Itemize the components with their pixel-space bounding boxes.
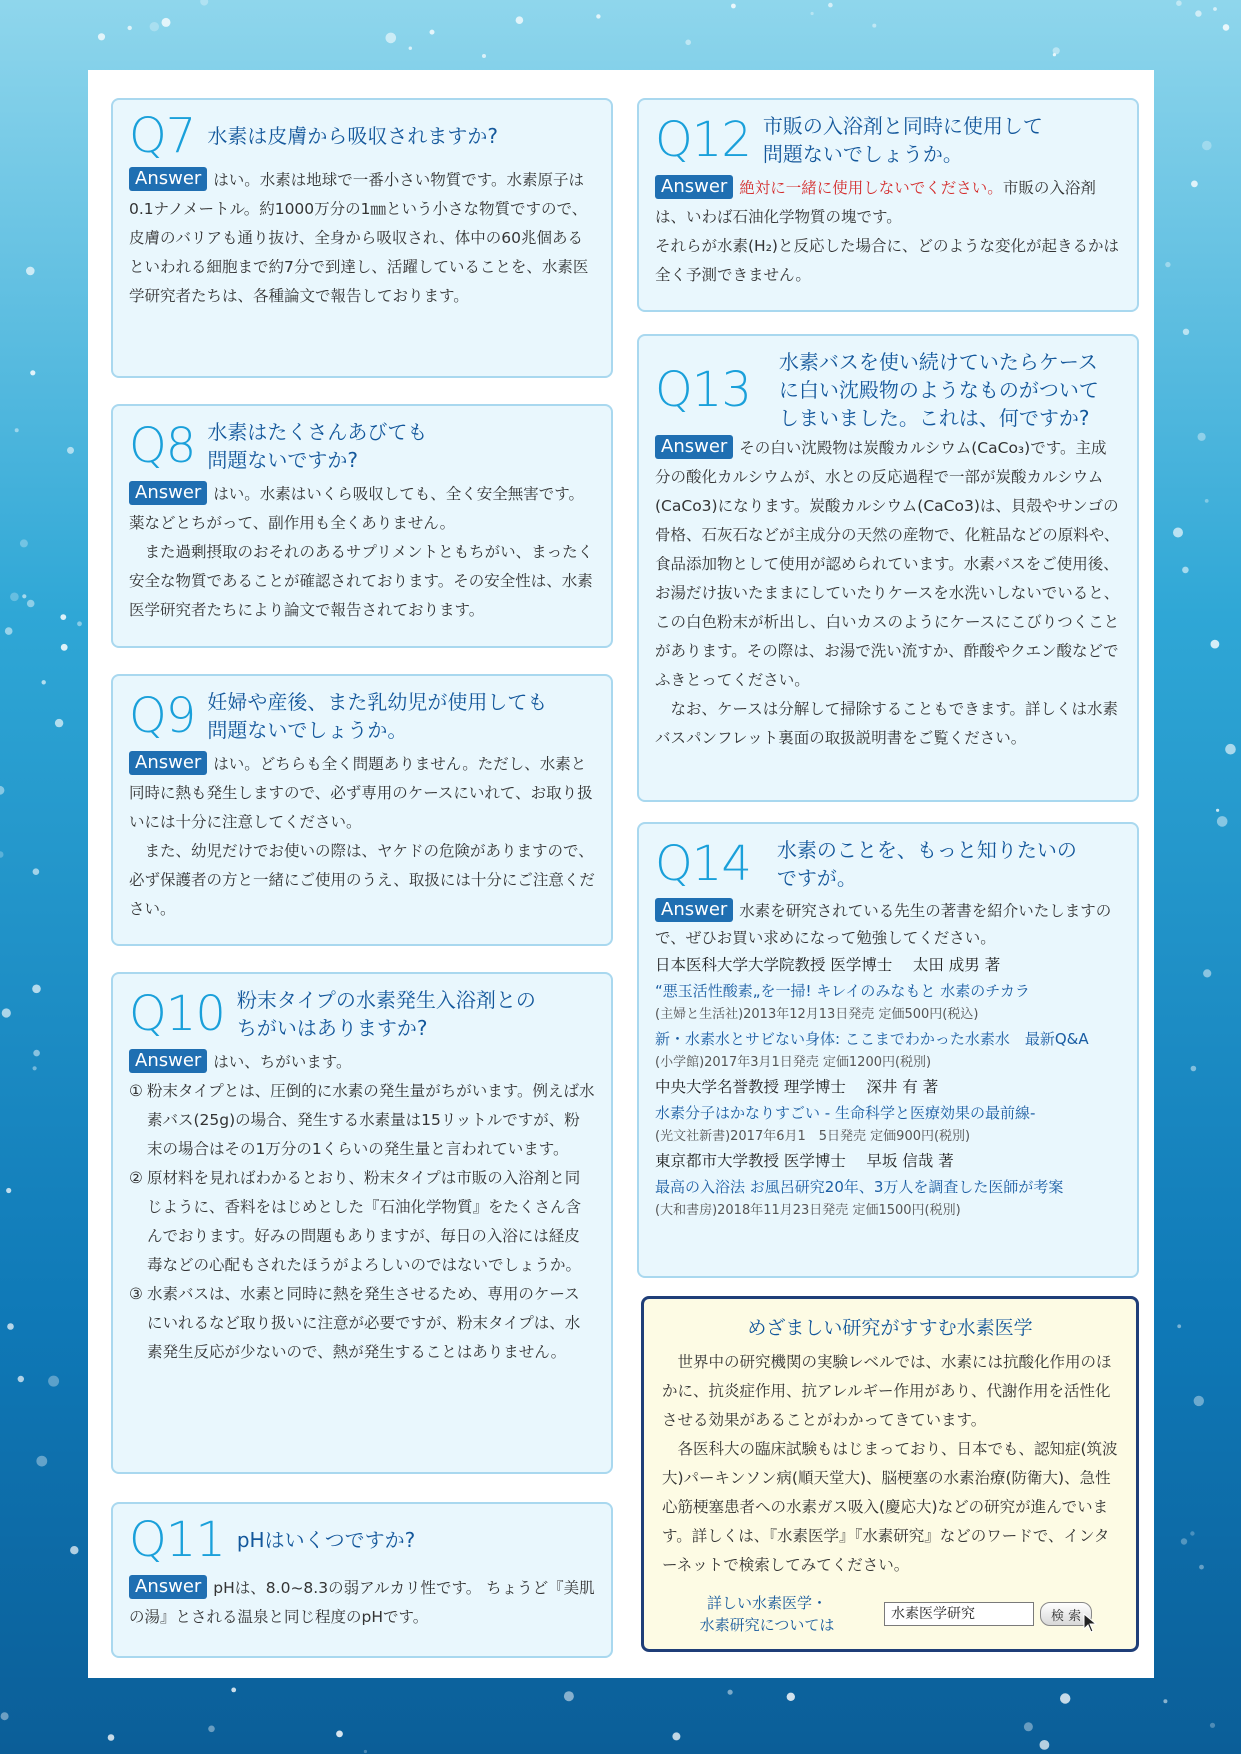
bubble: [128, 26, 132, 30]
q10-title: [237, 986, 536, 1042]
list-marker: ③: [129, 1285, 143, 1303]
q12-box: [637, 98, 1139, 312]
bubble: [1183, 329, 1189, 335]
research-p2: 各医科大の臨床試験もはじまっており、日本でも、認知症(筑波大)パーキンソン病(順天堂大)、脳梗塞の水素治療(防衛大)、急性心筋梗塞患者への水素ガス吸入(慶応大)などの研究が進んでいます。詳しくは、『水素医学』『水素研究』などのワードで、インターネットで検索してみてください。: [662, 1440, 1118, 1574]
q12-answer-body1: 市販の入浴剤は、いわば石油化学物質の塊です。: [655, 179, 1096, 226]
q10-title-line1: 粉末タイプの水素発生入浴剤との: [236, 988, 536, 1012]
bubble: [150, 22, 159, 31]
book-title: 最高の入浴法 お風呂研究20年、3万人を調査した医師が考案: [655, 1178, 1064, 1196]
q13-answer-p1: その白い沈殿物は炭酸カルシウム(CaCo₃)です。主成分の酸化カルシウムが、水との反応過程で一部が炭酸カルシウム(CaCo3)になります。炭酸カルシウム(CaCo3)は、貝殻やサンゴの骨格、石灰石などが主成分の天然の産物で、化粧品などの原料や、食品添加物として使用が認められています。水素バスをご使用後、お湯だけ抜いたままにしていたりケースを水洗いしないでいると、この白色粉末が析出し、白いカスのようにケースにこびりつくことがあります。その際は、お湯で洗い流すか、酢酸やクエン酸などでふきとってください。: [655, 439, 1120, 689]
q13-header: [655, 348, 1121, 432]
q8-title-line1: 水素はたくさんあびても: [207, 420, 428, 444]
bubble: [98, 33, 105, 40]
list-item-text: 粉末タイプとは、圧倒的に水素の発生量がちがいます。例えば水素バス(25g)の場合、発生する水素量は15リットルですが、粉末の場合はその1万分の1くらいの発生量と言われています。: [147, 1082, 595, 1158]
bubble: [811, 12, 814, 15]
bubble: [231, 1688, 236, 1693]
q11-answer: [129, 1574, 595, 1632]
q8-title: [207, 418, 427, 474]
q13-answer: [655, 434, 1121, 753]
q12-answer-body2: それらが水素(H₂)と反応した場合に、どのような変化が起きるかは全く予測できません。: [655, 237, 1119, 284]
bubble: [685, 40, 691, 46]
search-button-label: 検 索: [1051, 1608, 1082, 1624]
q9-number: Q9: [129, 688, 196, 744]
bubble: [672, 1732, 680, 1740]
bubble: [364, 1750, 367, 1753]
answer-badge: Answer: [129, 167, 207, 191]
bubble: [26, 267, 35, 276]
q9-title-line2: 問題ないでしょうか。: [207, 718, 408, 742]
book-author: 日本医科大学大学院教授 医学博士 太田 成男 著: [655, 956, 1001, 974]
q7-title: 水素は皮膚から吸収されますか?: [207, 124, 498, 148]
list-item-text: 水素バスは、水素と同時に熱を発生させるため、専用のケースにいれるなど取り扱いに注意が必要ですが、粉末タイプは、水素発生反応が少ないので、熱が発生することはありません。: [147, 1285, 581, 1361]
answer-badge: Answer: [129, 1049, 207, 1073]
bubble: [1194, 1396, 1204, 1406]
q13-title: [779, 348, 1099, 432]
q9-title-line1: 妊婦や産後、また乳幼児が使用しても: [207, 690, 548, 714]
bubble: [1211, 640, 1220, 649]
bubble: [67, 447, 74, 454]
book-author: 中央大学名誉教授 理学博士 深井 有 著: [655, 1078, 939, 1096]
q7-header: [129, 108, 595, 164]
bubble: [27, 600, 35, 608]
bubble: [61, 644, 68, 651]
bubble: [200, 0, 208, 6]
bubble: [1176, 0, 1182, 6]
q11-answer-text: pHは、8.0~8.3の弱アルカリ性です。 ちょうど『美肌の湯』とされる温泉と同じ程度のpHです。: [129, 1579, 595, 1626]
q10-header: [129, 986, 595, 1042]
bubble: [36, 1456, 47, 1467]
q11-title: pHはいくつですか?: [236, 1528, 416, 1552]
bubble: [1181, 1538, 1187, 1544]
q14-answer-intro: 水素を研究されている先生の著書を紹介いたしますので、ぜひお買い求めになって勉強してください。: [655, 902, 1112, 947]
q14-title-line2: ですが。: [776, 866, 857, 890]
bubble: [77, 621, 82, 626]
q13-title-line1: 水素バスを使い続けていたらケース: [778, 350, 1098, 374]
bubble: [1205, 499, 1209, 503]
bubble: [828, 3, 833, 8]
q8-answer-p1: はい。水素はいくら吸収しても、全く安全無害です。薬などとちがって、副作用も全くありません。: [129, 485, 585, 532]
bubble: [48, 1376, 59, 1387]
q13-number: Q13: [655, 362, 751, 418]
book-list: [655, 952, 1121, 1222]
bubble: [33, 1066, 37, 1070]
bubble: [5, 627, 13, 635]
book-meta: (大和書房)2018年11月23日発売 定価1500円(税別): [655, 1203, 961, 1218]
search-row: [662, 1592, 1118, 1636]
bubble: [1213, 7, 1217, 11]
bubble: [409, 47, 412, 50]
q13-box: [637, 334, 1139, 802]
q12-number: Q12: [655, 112, 751, 168]
q9-answer-p2: また、幼児だけでお使いの際は、ヤケドの危険がありますので、必ず保護者の方と一緒にご使用のうえ、取扱には十分にご注意ください。: [129, 842, 595, 918]
bubble: [0, 786, 4, 795]
q9-box: [111, 674, 613, 946]
list-item: [129, 1077, 595, 1164]
bubble: [1202, 141, 1212, 151]
q7-answer-text: はい。水素は地球で一番小さい物質です。水素原子は0.1ナノメートル。約1000万分の1㎜という小さな物質ですので、皮膚のバリアも通り抜け、全身から吸収され、体中の60兆個あるといわれる細胞まで約7分で到達し、活躍していることを、水素医学研究者たちは、各種論文で報告しております。: [129, 171, 589, 305]
bubble: [33, 868, 40, 875]
list-marker: ②: [129, 1169, 143, 1187]
search-label: [662, 1592, 872, 1636]
bubble: [1195, 10, 1201, 16]
cursor-icon: [1083, 1613, 1097, 1633]
bubble: [1163, 1699, 1167, 1703]
q8-title-line2: 問題ないですか?: [207, 448, 358, 472]
q9-title: [207, 688, 547, 744]
search-label-line1: 詳しい水素医学・: [706, 1594, 827, 1612]
book-title: “悪玉活性酸素„を一掃! キレイのみなもと 水素のチカラ: [655, 982, 1030, 1000]
q10-title-line2: ちがいはありますか?: [236, 1016, 428, 1040]
bubble: [1182, 567, 1189, 574]
q11-box: [111, 1502, 613, 1658]
bubble: [1177, 1324, 1181, 1328]
book-title: 水素分子はかなりすごい - 生命科学と医療効果の最前線-: [655, 1104, 1036, 1122]
bubble: [0, 851, 4, 858]
q14-answer: [655, 898, 1121, 952]
bubble: [20, 539, 28, 547]
q12-warning: 絶対に一緒に使用しないでください。: [739, 179, 1003, 197]
bubble: [55, 719, 63, 727]
q8-box: [111, 404, 613, 648]
search-button[interactable]: [1040, 1602, 1092, 1626]
q14-title-line1: 水素のことを、もっと知りたいの: [776, 838, 1077, 862]
research-box: [641, 1296, 1139, 1652]
q12-title-line1: 市販の入浴剤と同時に使用して: [762, 114, 1043, 138]
q8-answer: [129, 480, 595, 625]
bubble: [1040, 1740, 1050, 1750]
research-p1: 世界中の研究機関の実験レベルでは、水素には抗酸化作用のほかに、抗炎症作用、抗アレルギー作用があり、代謝作用を活性化させる効果があることがわかってきています。: [662, 1353, 1112, 1429]
bubble: [1225, 744, 1236, 755]
q11-header: [129, 1512, 595, 1568]
q12-title: [763, 112, 1043, 168]
answer-badge: Answer: [129, 481, 207, 505]
q10-box: [111, 972, 613, 1474]
bubble: [1210, 1723, 1215, 1728]
q9-header: [129, 688, 595, 744]
q8-answer-p2: また過剰摂取のおそれのあるサプリメントともちがい、まったく安全な物質であることが確認されております。その安全性は、水素医学研究者たちにより論文で報告されております。: [129, 543, 594, 619]
list-item-text: 原材料を見ればわかるとおり、粉末タイプは市販の入浴剤と同じように、香料をはじめとした『石油化学物質』をたくさん含んでおります。好みの問題もありますが、毎日の入浴には経皮毒などの心配もされたほうがよろしいのではないでしょうか。: [147, 1169, 582, 1274]
bubble: [162, 18, 171, 27]
bubble: [70, 1546, 78, 1554]
q7-box: [111, 98, 613, 378]
q7-number: Q7: [129, 108, 196, 164]
bubble: [1216, 809, 1219, 812]
book-title: 新・水素水とサビない身体: ここまでわかった水素水 最新Q&A: [655, 1030, 1089, 1048]
bubble: [22, 594, 26, 598]
q10-answer: [129, 1048, 595, 1367]
q9-answer-p1: はい。どちらも全く問題ありません。ただし、水素と同時に熱も発生しますので、必ず専用のケースにいれて、お取り扱いには十分に注意してください。: [129, 755, 593, 831]
list-item: [129, 1280, 595, 1367]
bubble: [1198, 433, 1206, 441]
q13-title-line3: しまいました。これは、何ですか?: [778, 406, 1090, 430]
q12-title-line2: 問題ないでしょうか。: [762, 142, 963, 166]
bubble: [430, 30, 435, 35]
book-meta: (主婦と生活社)2013年12月13日発売 定価500円(税込): [655, 1007, 979, 1022]
bubble: [108, 1734, 115, 1741]
bubble: [872, 24, 876, 28]
answer-badge: Answer: [129, 751, 207, 775]
bubble: [1190, 1531, 1194, 1535]
list-item: [129, 1164, 595, 1280]
bubble: [516, 16, 524, 24]
search-input[interactable]: 水素医学研究: [884, 1602, 1034, 1626]
bubble: [1060, 1693, 1070, 1703]
q12-header: [655, 112, 1121, 168]
bubble: [1223, 24, 1230, 31]
bubble: [386, 33, 397, 44]
research-title: めざましい研究がすすむ水素医学: [747, 1317, 1033, 1339]
bubble: [596, 14, 600, 18]
bubble: [2, 1008, 11, 1017]
q9-answer: [129, 750, 595, 924]
bubble: [1024, 1722, 1033, 1731]
bubble: [1165, 262, 1170, 267]
q14-number: Q14: [655, 836, 751, 892]
bubble: [482, 54, 486, 58]
bubble: [1199, 1565, 1204, 1570]
q13-title-line2: に白い沈殿物のようなものがついて: [778, 378, 1099, 402]
q8-header: [129, 418, 595, 474]
q13-answer-p2: なお、ケースは分解して掃除することもできます。詳しくは水素バスパンフレット裏面の取扱説明書をご覧ください。: [655, 700, 1118, 747]
book-author: 東京都市大学教授 医学博士 早坂 信哉 著: [655, 1152, 954, 1170]
bubble: [15, 428, 19, 432]
bubble: [731, 4, 736, 9]
bubble: [30, 370, 35, 375]
q10-answer-lead: はい、ちがいます。: [213, 1053, 352, 1071]
bubble: [1191, 181, 1198, 188]
q7-answer: [129, 166, 595, 311]
bubble: [1053, 53, 1056, 56]
bubble: [6, 1188, 11, 1193]
answer-badge: Answer: [655, 175, 733, 199]
bubble: [1217, 816, 1228, 827]
bubble: [336, 1731, 343, 1738]
list-marker: ①: [129, 1082, 143, 1100]
bubble: [32, 985, 41, 994]
bubble: [208, 1726, 215, 1733]
bubble: [33, 1050, 40, 1057]
bubble: [1191, 1066, 1197, 1072]
q10-number: Q10: [129, 986, 225, 1042]
q11-number: Q11: [129, 1512, 225, 1568]
bubble: [1203, 969, 1211, 977]
bubble: [18, 1376, 24, 1382]
answer-badge: Answer: [655, 898, 733, 922]
bubble: [60, 614, 66, 620]
book-meta: (光文社新書)2017年6月1 5日発売 定価900円(税別): [655, 1129, 971, 1144]
q12-answer: [655, 174, 1121, 290]
bubble: [1, 1712, 9, 1720]
answer-badge: Answer: [655, 435, 733, 459]
bubble: [728, 1690, 733, 1695]
bubble: [10, 593, 19, 602]
q14-box: [637, 822, 1139, 1278]
bubble: [1173, 528, 1183, 538]
bubble: [787, 1693, 795, 1701]
answer-badge: Answer: [129, 1575, 207, 1599]
book-meta: (小学館)2017年3月1日発売 定価1200円(税別): [655, 1055, 932, 1070]
bubble: [7, 1323, 14, 1330]
search-label-line2: 水素研究については: [699, 1616, 835, 1634]
q14-header: [655, 836, 1121, 892]
bubble: [42, 680, 46, 684]
q8-number: Q8: [129, 418, 196, 474]
bubble: [564, 1691, 574, 1701]
q14-title: [777, 836, 1077, 892]
